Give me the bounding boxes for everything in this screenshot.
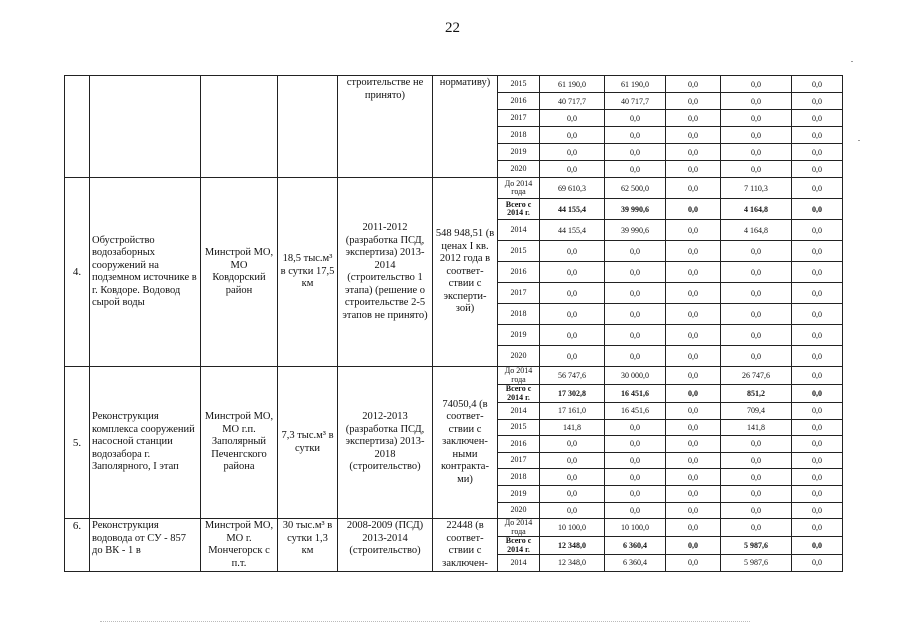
amount-cell: 0,0 — [666, 385, 721, 403]
year-cell: До 2014 года — [498, 178, 540, 199]
project-capacity: 18,5 тыс.м³ в сутки 17,5 км — [278, 178, 338, 367]
amount-cell: 0,0 — [792, 199, 843, 220]
amount-cell: 10 100,0 — [605, 519, 666, 537]
amount-cell: 0,0 — [792, 76, 843, 93]
amount-cell: 12 348,0 — [540, 555, 605, 572]
amount-cell: 6 360,4 — [605, 555, 666, 572]
amount-cell: 0,0 — [792, 283, 843, 304]
table-row — [65, 367, 843, 385]
year-cell: 2015 — [498, 241, 540, 262]
amount-cell: 0,0 — [666, 452, 721, 469]
amount-cell: 0,0 — [792, 385, 843, 403]
year-cell: 2014 — [498, 555, 540, 572]
amount-cell: 0,0 — [721, 485, 792, 502]
year-cell: 2019 — [498, 485, 540, 502]
table-row — [65, 519, 843, 537]
amount-cell: 0,0 — [792, 325, 843, 346]
amount-cell: 0,0 — [721, 144, 792, 161]
amount-cell: 0,0 — [792, 403, 843, 420]
amount-cell: 0,0 — [666, 403, 721, 420]
project-customer: Минстрой МО, МО Ковдорский район — [201, 178, 278, 367]
budget-table — [64, 75, 843, 572]
amount-cell: 0,0 — [666, 346, 721, 367]
year-cell: 2018 — [498, 469, 540, 486]
amount-cell: 61 190,0 — [605, 76, 666, 93]
amount-cell: 0,0 — [605, 346, 666, 367]
amount-cell: 0,0 — [540, 436, 605, 453]
amount-cell: 0,0 — [605, 262, 666, 283]
amount-cell: 0,0 — [666, 241, 721, 262]
year-cell: 2016 — [498, 93, 540, 110]
amount-cell: 141,8 — [540, 419, 605, 436]
project-name: Обустройство водозаборных сооружений на подземном источнике в г. Ковдоре. Водовод сырой воды — [90, 178, 201, 367]
amount-cell: 61 190,0 — [540, 76, 605, 93]
amount-cell: 10 100,0 — [540, 519, 605, 537]
amount-cell: 0,0 — [605, 304, 666, 325]
project-number: 6. — [65, 519, 90, 572]
year-cell: 2020 — [498, 502, 540, 519]
amount-cell: 0,0 — [792, 367, 843, 385]
amount-cell: 40 717,7 — [605, 93, 666, 110]
year-cell: 2015 — [498, 76, 540, 93]
year-cell: До 2014 года — [498, 519, 540, 537]
year-cell: 2016 — [498, 262, 540, 283]
amount-cell: 0,0 — [721, 127, 792, 144]
project-cost: 74050,4 (в соответ-ствии с заключен-ными контракта-ми) — [433, 367, 498, 519]
amount-cell: 0,0 — [792, 519, 843, 537]
amount-cell: 0,0 — [721, 76, 792, 93]
project-customer — [201, 76, 278, 178]
amount-cell: 0,0 — [666, 325, 721, 346]
amount-cell: 4 164,8 — [721, 199, 792, 220]
year-cell: Всего с 2014 г. — [498, 537, 540, 555]
amount-cell: 30 000,0 — [605, 367, 666, 385]
project-cost: 22448 (в соответ-ствии с заключен- — [433, 519, 498, 572]
amount-cell: 56 747,6 — [540, 367, 605, 385]
amount-cell: 0,0 — [721, 346, 792, 367]
amount-cell: 0,0 — [721, 519, 792, 537]
amount-cell: 0,0 — [666, 304, 721, 325]
amount-cell: 40 717,7 — [540, 93, 605, 110]
amount-cell: 39 990,6 — [605, 220, 666, 241]
amount-cell: 0,0 — [666, 469, 721, 486]
amount-cell: 0,0 — [792, 127, 843, 144]
amount-cell: 0,0 — [721, 502, 792, 519]
amount-cell: 0,0 — [605, 144, 666, 161]
project-stages: строительстве не принято) — [338, 76, 433, 178]
scan-dot — [858, 140, 860, 141]
amount-cell: 0,0 — [792, 110, 843, 127]
year-cell: 2020 — [498, 161, 540, 178]
amount-cell: 5 987,6 — [721, 555, 792, 572]
amount-cell: 0,0 — [721, 283, 792, 304]
amount-cell: 0,0 — [792, 452, 843, 469]
project-customer: Минстрой МО, МО г.п. Заполярный Печенгского района — [201, 367, 278, 519]
amount-cell: 0,0 — [605, 283, 666, 304]
amount-cell: 0,0 — [721, 436, 792, 453]
amount-cell: 0,0 — [666, 519, 721, 537]
project-number — [65, 76, 90, 178]
amount-cell: 0,0 — [666, 220, 721, 241]
amount-cell: 0,0 — [792, 93, 843, 110]
year-cell: Всего с 2014 г. — [498, 199, 540, 220]
amount-cell: 0,0 — [666, 262, 721, 283]
amount-cell: 0,0 — [666, 144, 721, 161]
project-capacity: 30 тыс.м³ в сутки 1,3 км — [278, 519, 338, 572]
amount-cell: 0,0 — [666, 199, 721, 220]
year-cell: 2019 — [498, 144, 540, 161]
project-name: Реконструкция комплекса сооружений насосной станции водозабора г. Заполярного, I этап — [90, 367, 201, 519]
page-number: 22 — [445, 20, 460, 36]
amount-cell: 17 302,8 — [540, 385, 605, 403]
amount-cell: 0,0 — [666, 178, 721, 199]
amount-cell: 0,0 — [721, 304, 792, 325]
amount-cell: 12 348,0 — [540, 537, 605, 555]
amount-cell: 0,0 — [666, 537, 721, 555]
amount-cell: 0,0 — [605, 127, 666, 144]
amount-cell: 0,0 — [666, 485, 721, 502]
amount-cell: 62 500,0 — [605, 178, 666, 199]
amount-cell: 0,0 — [666, 283, 721, 304]
amount-cell: 0,0 — [540, 283, 605, 304]
year-cell: 2016 — [498, 436, 540, 453]
amount-cell: 0,0 — [605, 452, 666, 469]
year-cell: 2014 — [498, 220, 540, 241]
amount-cell: 17 161,0 — [540, 403, 605, 420]
amount-cell: 0,0 — [792, 436, 843, 453]
amount-cell: 0,0 — [540, 144, 605, 161]
year-cell: 2020 — [498, 346, 540, 367]
amount-cell: 0,0 — [540, 127, 605, 144]
amount-cell: 0,0 — [721, 452, 792, 469]
amount-cell: 0,0 — [792, 262, 843, 283]
project-customer: Минстрой МО, МО г. Мончегорск с п.т. — [201, 519, 278, 572]
amount-cell: 5 987,6 — [721, 537, 792, 555]
amount-cell: 0,0 — [721, 325, 792, 346]
project-capacity: 7,3 тыс.м³ в сутки — [278, 367, 338, 519]
amount-cell: 0,0 — [605, 110, 666, 127]
amount-cell: 44 155,4 — [540, 220, 605, 241]
project-cost: нормативу) — [433, 76, 498, 178]
amount-cell: 0,0 — [605, 469, 666, 486]
project-capacity — [278, 76, 338, 178]
amount-cell: 0,0 — [721, 93, 792, 110]
amount-cell: 0,0 — [605, 502, 666, 519]
amount-cell: 0,0 — [792, 304, 843, 325]
project-stages: 2011-2012 (разработка ПСД, экспертиза) 2013-2014 (строительство 1 этапа) (решение о строительстве 2-5 этапов не принято) — [338, 178, 433, 367]
amount-cell: 16 451,6 — [605, 403, 666, 420]
amount-cell: 0,0 — [540, 110, 605, 127]
amount-cell: 0,0 — [666, 555, 721, 572]
scan-dot — [851, 61, 853, 62]
amount-cell: 0,0 — [605, 161, 666, 178]
amount-cell: 0,0 — [605, 485, 666, 502]
amount-cell: 0,0 — [721, 161, 792, 178]
amount-cell: 0,0 — [540, 161, 605, 178]
table-row — [65, 76, 843, 93]
amount-cell: 0,0 — [721, 262, 792, 283]
year-cell: 2017 — [498, 283, 540, 304]
amount-cell: 0,0 — [792, 469, 843, 486]
amount-cell: 39 990,6 — [605, 199, 666, 220]
amount-cell: 0,0 — [792, 485, 843, 502]
amount-cell: 0,0 — [666, 436, 721, 453]
amount-cell: 0,0 — [792, 346, 843, 367]
year-cell: 2017 — [498, 452, 540, 469]
amount-cell: 0,0 — [792, 502, 843, 519]
amount-cell: 0,0 — [792, 178, 843, 199]
amount-cell: 0,0 — [540, 325, 605, 346]
project-number: 4. — [65, 178, 90, 367]
year-cell: 2015 — [498, 419, 540, 436]
amount-cell: 0,0 — [605, 241, 666, 262]
amount-cell: 851,2 — [721, 385, 792, 403]
amount-cell: 16 451,6 — [605, 385, 666, 403]
amount-cell: 69 610,3 — [540, 178, 605, 199]
amount-cell: 26 747,6 — [721, 367, 792, 385]
amount-cell: 0,0 — [540, 452, 605, 469]
amount-cell: 0,0 — [792, 144, 843, 161]
year-cell: 2018 — [498, 127, 540, 144]
amount-cell: 4 164,8 — [721, 220, 792, 241]
project-stages: 2012-2013 (разработка ПСД, экспертиза) 2013-2018 (строительство) — [338, 367, 433, 519]
year-cell: До 2014 года — [498, 367, 540, 385]
project-number: 5. — [65, 367, 90, 519]
scan-artifact-line — [100, 621, 750, 622]
amount-cell: 44 155,4 — [540, 199, 605, 220]
amount-cell: 0,0 — [605, 419, 666, 436]
amount-cell: 7 110,3 — [721, 178, 792, 199]
amount-cell: 0,0 — [792, 419, 843, 436]
amount-cell: 0,0 — [792, 241, 843, 262]
amount-cell: 0,0 — [666, 502, 721, 519]
year-cell: 2019 — [498, 325, 540, 346]
year-cell: 2014 — [498, 403, 540, 420]
amount-cell: 0,0 — [792, 161, 843, 178]
amount-cell: 0,0 — [792, 220, 843, 241]
amount-cell: 0,0 — [540, 469, 605, 486]
project-name — [90, 76, 201, 178]
amount-cell: 0,0 — [721, 110, 792, 127]
amount-cell: 0,0 — [666, 161, 721, 178]
year-cell: 2018 — [498, 304, 540, 325]
amount-cell: 0,0 — [540, 241, 605, 262]
project-name: Реконструкция водовода от СУ - 857 до ВК - 1 в — [90, 519, 201, 572]
amount-cell: 0,0 — [540, 502, 605, 519]
amount-cell: 0,0 — [666, 110, 721, 127]
amount-cell: 0,0 — [666, 76, 721, 93]
amount-cell: 0,0 — [666, 419, 721, 436]
project-stages: 2008-2009 (ПСД) 2013-2014 (строительство) — [338, 519, 433, 572]
amount-cell: 0,0 — [721, 241, 792, 262]
amount-cell: 0,0 — [792, 537, 843, 555]
amount-cell: 0,0 — [666, 93, 721, 110]
amount-cell: 0,0 — [666, 127, 721, 144]
amount-cell: 0,0 — [540, 346, 605, 367]
amount-cell: 0,0 — [721, 469, 792, 486]
amount-cell: 0,0 — [540, 485, 605, 502]
amount-cell: 6 360,4 — [605, 537, 666, 555]
table-row — [65, 178, 843, 199]
amount-cell: 0,0 — [540, 262, 605, 283]
year-cell: Всего с 2014 г. — [498, 385, 540, 403]
amount-cell: 0,0 — [605, 325, 666, 346]
amount-cell: 0,0 — [540, 304, 605, 325]
amount-cell: 0,0 — [666, 367, 721, 385]
amount-cell: 709,4 — [721, 403, 792, 420]
project-cost: 548 948,51 (в ценах I кв. 2012 года в соответ-ствии с эксперти-зой) — [433, 178, 498, 367]
amount-cell: 141,8 — [721, 419, 792, 436]
amount-cell: 0,0 — [605, 436, 666, 453]
year-cell: 2017 — [498, 110, 540, 127]
amount-cell: 0,0 — [792, 555, 843, 572]
